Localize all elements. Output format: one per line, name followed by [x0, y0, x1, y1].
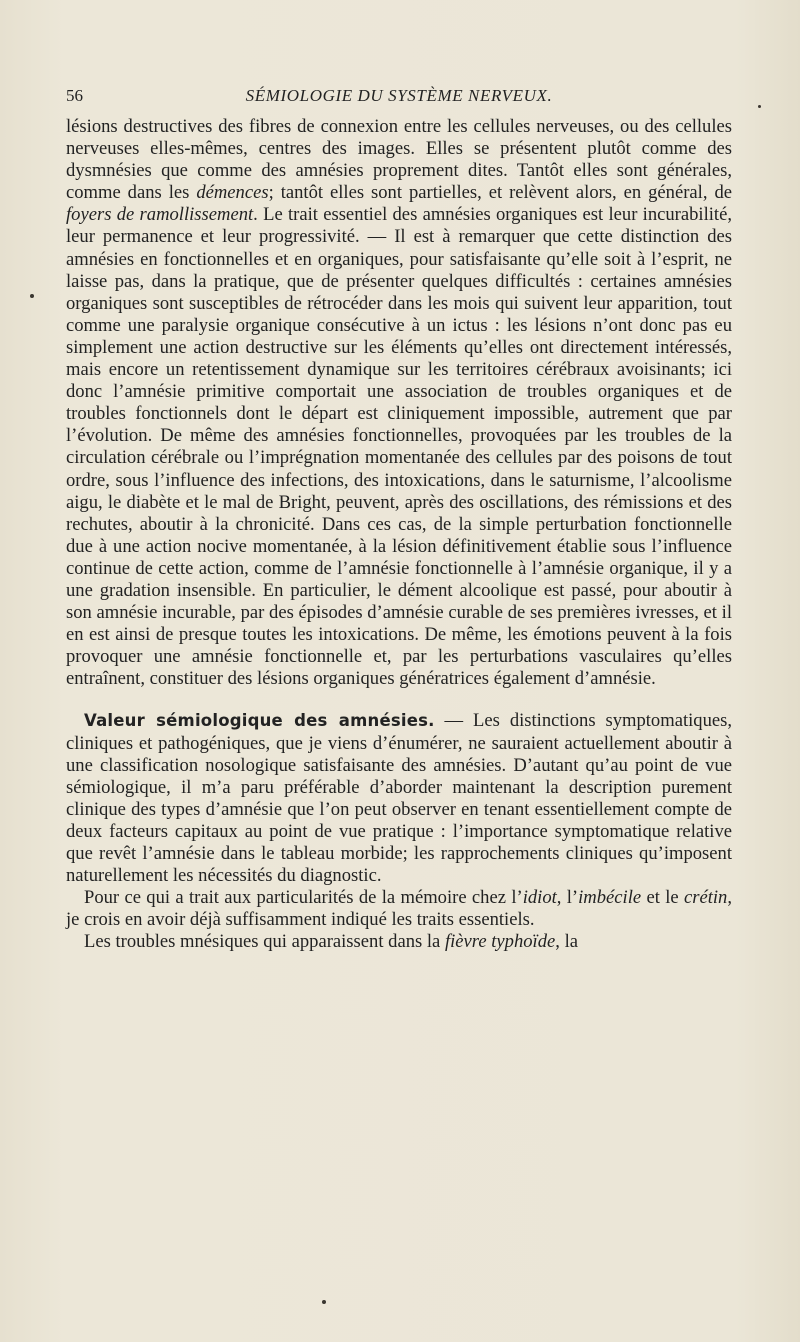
paragraph-idiot: Pour ce qui a trait aux particularités de la mémoire chez l’idiot, l’imbécile et le crétin, je crois en avoir déjà suffisamment indiqué les traits essentiels. — [66, 887, 733, 931]
emphasis-foyers: foyers de ramollissement — [66, 204, 254, 226]
paragraph-amnesies-organiques: lésions destructives des fibres de connexion entre les cellules nerveuses, ou des cellules nerveuses elles-mêmes, centres des images. Elles se présentent plutôt comme des dysmnésies que comme des amnésies proprement dites. Tantôt elles sont générales, comme dans les démences; tantôt elles sont partielles, et relèvent alors, en général, de foyers de ramollissement. Le trait essentiel des amnésies organiques est leur incurabilité, leur permanence et leur progressivité. — Il est à remarquer que cette distinction des amnésies en fonctionnelles et en organiques, pour satisfaisante qu’elle soit à l’esprit, ne laisse pas, dans la pratique, que de présenter quelques difficultés : certaines amnésies organiques sont susceptibles de rétrocéder dans les mois qui suivent leur apparition, tout comme une paralysie organique consécutive à un ictus : les lésions n’ont donc pas eu simplement une action destructive sur les éléments qu’elles ont directement intéressés, mais encore un retentissement dynamique sur les territoires cérébraux avoisinants; ici donc l’amnésie primitive comportait une association de troubles organiques et de troubles fonctionnels dont le départ est cliniquement impossible, autrement que par l’évolution. De même des amnésies fonctionnelles, provoquées par les troubles de la circulation cérébrale ou l’imprégnation momentanée des cellules par des poisons de tout ordre, sous l’influence des infections, des intoxications, dans le saturnisme, l’alcoolisme aigu, le diabète et le mal de Bright, peuvent, après des oscillations, des rémissions et des rechutes, aboutir à la chronicité. Dans ces cas, de la simple perturbation fonctionnelle due à une action nocive momentanée, à la lésion définitivement établie sous l’influence continue de cette action, comme de l’amnésie fonctionnelle à l’amnésie organique, il y a une gradation insensible. En particulier, le dément alcoolique est passé, pour aboutir à son amnésie incurable, par des épisodes d’amnésie curable de ses premières ivresses, et il en est ainsi de presque toutes les intoxications. De même, les émotions peuvent à la fois provoquer une amnésie fonctionnelle et, par les perturbations vasculaires qu’elles entraînent, constituer des lésions organiques génératrices également d’amnésie. — [66, 116, 732, 690]
page-number: 56 — [66, 86, 83, 105]
emphasis-idiot: idiot — [522, 887, 557, 909]
paragraph-valeur-semiologique: Valeur sémiologique des amnésies. — Les distinctions symptomatiques, cliniques et pathogéniques, que je viens d’énumérer, ne sauraient actuellement aboutir à une classification nosologique satisfaisante des amnésies. D’autant qu’au point de vue sémiologique, il m’a paru préférable d’aborder maintenant la description purement clinique des types d’amnésie que l’on peut observer en tenant essentiellement compte de deux facteurs capitaux au point de vue pratique : l’importance symptomatique relative que revêt l’amnésie dans le tableau morbide; les rapprochements cliniques qu’imposent naturellement les nécessités du diagnostic. — [66, 710, 733, 887]
emphasis-demences: démences — [196, 182, 269, 204]
paragraph-fievre: Les troubles mnésiques qui apparaissent dans la fièvre typhoïde, la — [84, 931, 578, 953]
ink-speck — [322, 1300, 326, 1304]
running-title: SÉMIOLOGIE DU SYSTÈME NERVEUX. — [245, 86, 553, 105]
ink-speck — [30, 294, 34, 298]
section-heading: Valeur sémiologique des amnésies. — [84, 711, 435, 731]
page-header — [66, 86, 732, 106]
emphasis-cretin: crétin — [683, 887, 728, 909]
emphasis-fievre: fièvre typhoïde — [444, 931, 556, 953]
ink-speck — [758, 105, 761, 108]
body-text — [66, 116, 732, 953]
emphasis-imbecile: imbécile — [578, 887, 642, 909]
